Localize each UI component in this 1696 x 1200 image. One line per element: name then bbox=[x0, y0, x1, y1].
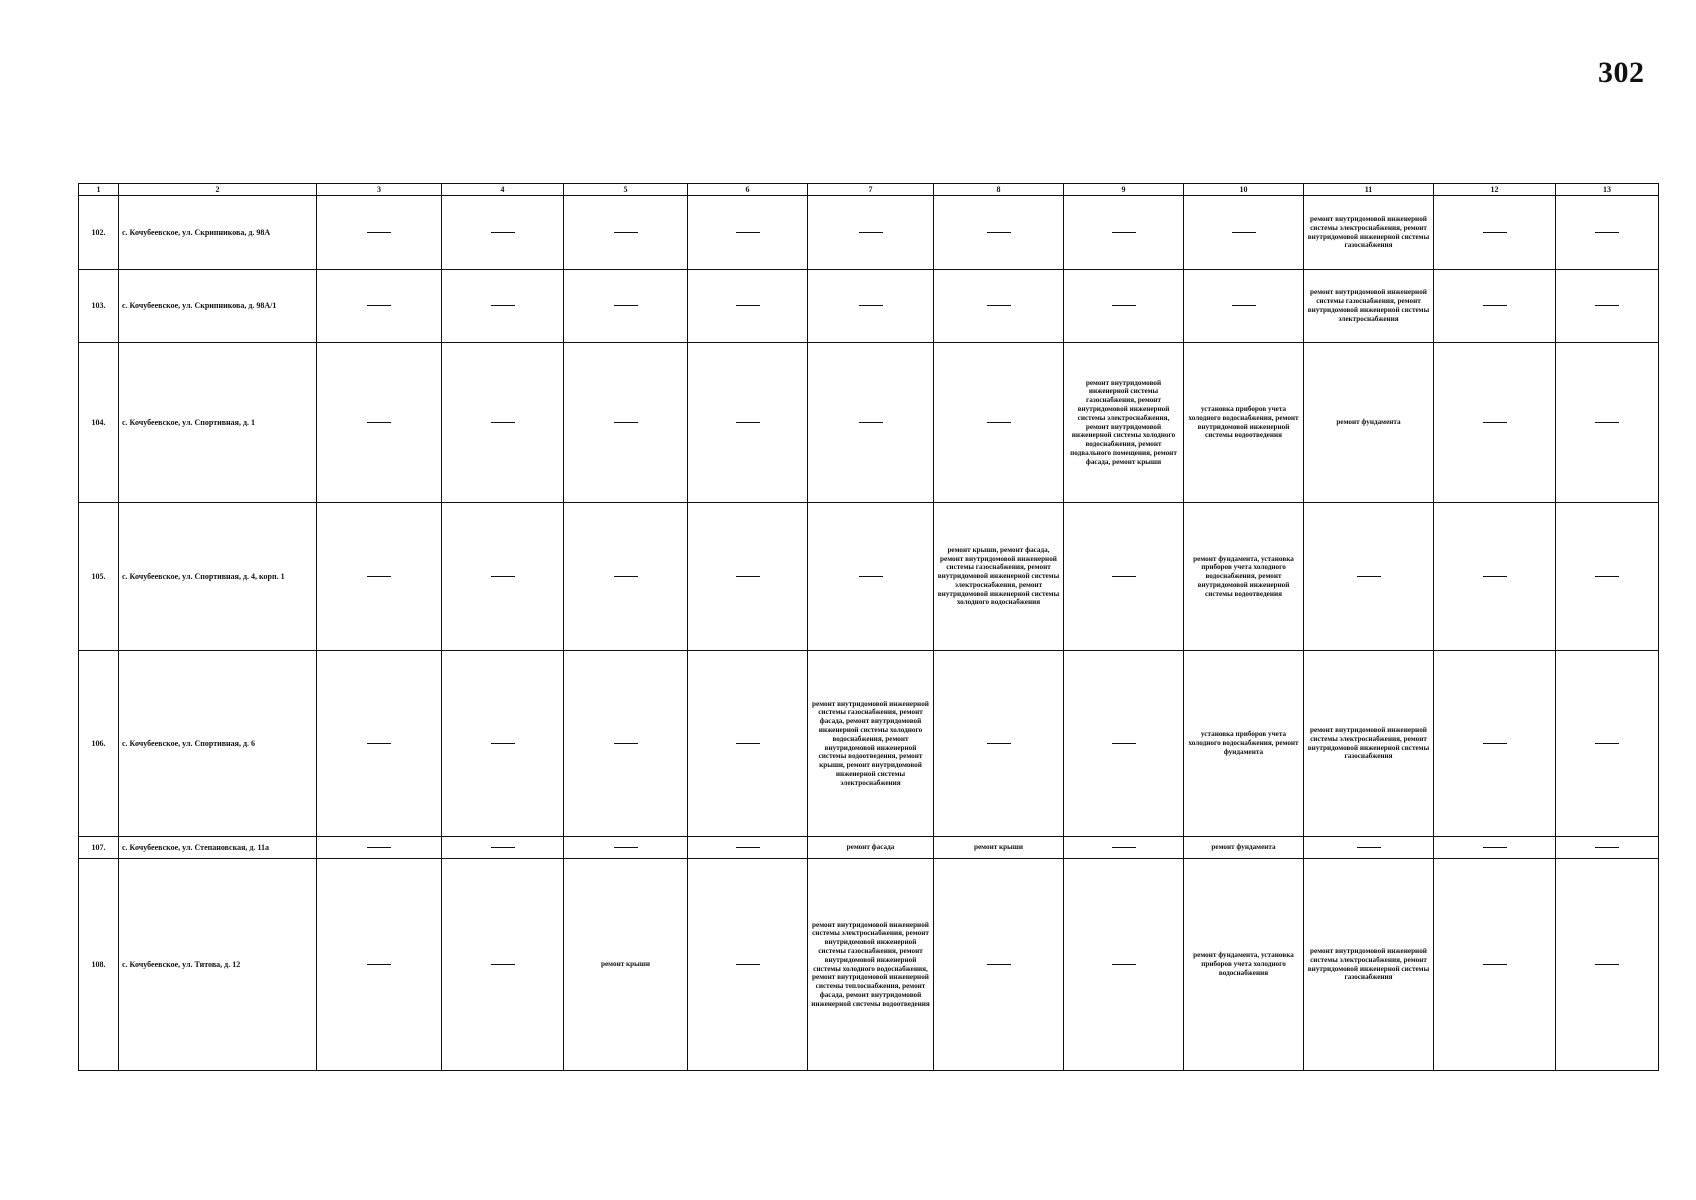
empty-cell bbox=[1556, 837, 1659, 859]
dash-mark bbox=[491, 576, 515, 577]
dash-mark bbox=[1483, 847, 1507, 848]
dash-mark bbox=[736, 743, 760, 744]
empty-cell bbox=[564, 651, 688, 837]
empty-cell bbox=[564, 270, 688, 343]
empty-cell bbox=[1556, 859, 1659, 1071]
work-description-text: ремонт фундамента bbox=[1211, 843, 1276, 852]
column-number-13: 13 bbox=[1556, 184, 1659, 196]
work-description-cell bbox=[1304, 651, 1434, 837]
empty-cell bbox=[808, 270, 934, 343]
dash-mark bbox=[987, 232, 1011, 233]
row-number: 102. bbox=[79, 196, 119, 270]
capital-repair-table bbox=[78, 183, 1659, 1071]
column-number-2: 2 bbox=[119, 184, 317, 196]
dash-mark bbox=[987, 964, 1011, 965]
dash-mark bbox=[859, 232, 883, 233]
empty-cell bbox=[934, 270, 1064, 343]
dash-mark bbox=[491, 743, 515, 744]
empty-cell bbox=[317, 270, 442, 343]
empty-cell bbox=[442, 859, 564, 1071]
row-number: 103. bbox=[79, 270, 119, 343]
dash-mark bbox=[736, 964, 760, 965]
dash-mark bbox=[1112, 576, 1136, 577]
dash-mark bbox=[987, 743, 1011, 744]
table-row bbox=[79, 196, 1659, 270]
empty-cell bbox=[317, 503, 442, 651]
dash-mark bbox=[1483, 232, 1507, 233]
dash-mark bbox=[614, 305, 638, 306]
empty-cell bbox=[1434, 270, 1556, 343]
empty-cell bbox=[564, 837, 688, 859]
address-cell: с. Кочубеевское, ул. Степановская, д. 11а bbox=[119, 837, 317, 859]
dash-mark bbox=[736, 847, 760, 848]
table-row bbox=[79, 343, 1659, 503]
dash-mark bbox=[1483, 743, 1507, 744]
work-description-cell bbox=[564, 859, 688, 1071]
row-number: 106. bbox=[79, 651, 119, 837]
work-description-text: ремонт внутридомовой инженерной системы электроснабжения, ремонт внутридомовой инженерной системы газоснабжения bbox=[1307, 946, 1430, 982]
empty-cell bbox=[564, 343, 688, 503]
dash-mark bbox=[859, 422, 883, 423]
empty-cell bbox=[442, 343, 564, 503]
empty-cell bbox=[934, 343, 1064, 503]
work-description-cell bbox=[808, 837, 934, 859]
dash-mark bbox=[491, 232, 515, 233]
dash-mark bbox=[367, 305, 391, 306]
empty-cell bbox=[1184, 196, 1304, 270]
column-number-11: 11 bbox=[1304, 184, 1434, 196]
empty-cell bbox=[1304, 503, 1434, 651]
empty-cell bbox=[1556, 503, 1659, 651]
work-description-cell bbox=[1184, 837, 1304, 859]
work-description-cell bbox=[1184, 859, 1304, 1071]
empty-cell bbox=[1184, 270, 1304, 343]
dash-mark bbox=[367, 964, 391, 965]
empty-cell bbox=[564, 196, 688, 270]
dash-mark bbox=[614, 847, 638, 848]
dash-mark bbox=[1595, 964, 1619, 965]
table-row bbox=[79, 651, 1659, 837]
empty-cell bbox=[317, 837, 442, 859]
dash-mark bbox=[859, 576, 883, 577]
work-description-cell bbox=[808, 859, 934, 1071]
dash-mark bbox=[614, 576, 638, 577]
dash-mark bbox=[1595, 305, 1619, 306]
empty-cell bbox=[442, 651, 564, 837]
work-description-cell bbox=[1064, 343, 1184, 503]
empty-cell bbox=[1434, 837, 1556, 859]
row-number: 104. bbox=[79, 343, 119, 503]
table-row bbox=[79, 503, 1659, 651]
dash-mark bbox=[736, 576, 760, 577]
dash-mark bbox=[736, 232, 760, 233]
work-description-cell bbox=[934, 837, 1064, 859]
empty-cell bbox=[1434, 343, 1556, 503]
dash-mark bbox=[491, 422, 515, 423]
empty-cell bbox=[1304, 837, 1434, 859]
dash-mark bbox=[1595, 847, 1619, 848]
empty-cell bbox=[442, 503, 564, 651]
dash-mark bbox=[1112, 305, 1136, 306]
work-description-text: ремонт внутридомовой инженерной системы электроснабжения, ремонт внутридомовой инженерной системы газоснабжения bbox=[1307, 214, 1430, 250]
empty-cell bbox=[808, 196, 934, 270]
row-number: 108. bbox=[79, 859, 119, 1071]
column-number-4: 4 bbox=[442, 184, 564, 196]
empty-cell bbox=[1064, 859, 1184, 1071]
empty-cell bbox=[442, 196, 564, 270]
page-number: 302 bbox=[1598, 56, 1645, 89]
work-description-text: ремонт фундамента, установка приборов учета холодного водоснабжения, ремонт внутридомовой инженерной системы водоотведения bbox=[1193, 554, 1294, 598]
dash-mark bbox=[614, 422, 638, 423]
address-cell: с. Кочубеевское, ул. Скрипникова, д. 98А bbox=[119, 196, 317, 270]
dash-mark bbox=[491, 964, 515, 965]
empty-cell bbox=[688, 503, 808, 651]
table-row bbox=[79, 270, 1659, 343]
dash-mark bbox=[1483, 305, 1507, 306]
empty-cell bbox=[317, 343, 442, 503]
dash-mark bbox=[367, 743, 391, 744]
dash-mark bbox=[367, 232, 391, 233]
work-description-text: ремонт внутридомовой инженерной системы электроснабжения, ремонт внутридомовой инженерной системы газоснабжения bbox=[1307, 725, 1430, 761]
empty-cell bbox=[688, 859, 808, 1071]
work-description-text: ремонт внутридомовой инженерной системы электроснабжения, ремонт внутридомовой инженерной системы газоснабжения, ремонт внутридомовой инженерной системы холодного водоснабжения, ремонт внутридомовой инженерной системы теплоснабжения, ремонт фасада, ремонт внутридомовой инженерной системы водоотведения bbox=[811, 920, 930, 1008]
table-row bbox=[79, 837, 1659, 859]
empty-cell bbox=[1064, 837, 1184, 859]
column-number-8: 8 bbox=[934, 184, 1064, 196]
column-number-1: 1 bbox=[79, 184, 119, 196]
work-description-text: ремонт крыши, ремонт фасада, ремонт внутридомовой инженерной системы газоснабжения, ремонт внутридомовой инженерной системы электроснабжения, ремонт внутридомовой инженерной системы холодного водоснабжения bbox=[937, 545, 1060, 607]
empty-cell bbox=[564, 503, 688, 651]
work-description-text: установка приборов учета холодного водоснабжения, ремонт фундамента bbox=[1188, 730, 1299, 756]
empty-cell bbox=[688, 651, 808, 837]
column-number-6: 6 bbox=[688, 184, 808, 196]
dash-mark bbox=[491, 305, 515, 306]
dash-mark bbox=[736, 305, 760, 306]
work-description-cell bbox=[1184, 651, 1304, 837]
column-number-row bbox=[79, 184, 1659, 196]
work-description-text: ремонт фасада bbox=[846, 843, 895, 852]
row-number: 105. bbox=[79, 503, 119, 651]
dash-mark bbox=[1112, 847, 1136, 848]
empty-cell bbox=[1064, 651, 1184, 837]
dash-mark bbox=[367, 576, 391, 577]
empty-cell bbox=[1064, 503, 1184, 651]
column-number-10: 10 bbox=[1184, 184, 1304, 196]
dash-mark bbox=[1483, 422, 1507, 423]
work-description-cell bbox=[934, 503, 1064, 651]
dash-mark bbox=[1112, 964, 1136, 965]
address-cell: с. Кочубеевское, ул. Спортивная, д. 6 bbox=[119, 651, 317, 837]
empty-cell bbox=[688, 837, 808, 859]
empty-cell bbox=[1556, 270, 1659, 343]
work-description-cell bbox=[1304, 859, 1434, 1071]
work-description-text: ремонт фундамента, установка приборов учета холодного водоснабжения bbox=[1193, 951, 1294, 977]
dash-mark bbox=[1595, 576, 1619, 577]
dash-mark bbox=[859, 305, 883, 306]
work-description-cell bbox=[1184, 343, 1304, 503]
empty-cell bbox=[1434, 196, 1556, 270]
work-description-text: установка приборов учета холодного водоснабжения, ремонт внутридомовой инженерной системы водоотведения bbox=[1188, 404, 1299, 440]
dash-mark bbox=[1232, 232, 1256, 233]
column-number-3: 3 bbox=[317, 184, 442, 196]
work-description-cell bbox=[1304, 343, 1434, 503]
empty-cell bbox=[442, 837, 564, 859]
empty-cell bbox=[688, 343, 808, 503]
work-description-text: ремонт внутридомовой инженерной системы газоснабжения, ремонт внутридомовой инженерной системы электроснабжения bbox=[1307, 288, 1430, 323]
dash-mark bbox=[614, 232, 638, 233]
dash-mark bbox=[1595, 743, 1619, 744]
address-cell: с. Кочубеевское, ул. Спортивная, д. 1 bbox=[119, 343, 317, 503]
empty-cell bbox=[808, 343, 934, 503]
empty-cell bbox=[317, 859, 442, 1071]
dash-mark bbox=[491, 847, 515, 848]
work-description-cell bbox=[808, 651, 934, 837]
empty-cell bbox=[1434, 503, 1556, 651]
work-description-text: ремонт крыши bbox=[600, 960, 650, 969]
empty-cell bbox=[1556, 196, 1659, 270]
dash-mark bbox=[1357, 847, 1381, 848]
work-description-cell bbox=[1304, 196, 1434, 270]
dash-mark bbox=[1595, 422, 1619, 423]
dash-mark bbox=[1595, 232, 1619, 233]
dash-mark bbox=[1232, 305, 1256, 306]
empty-cell bbox=[934, 859, 1064, 1071]
work-description-cell bbox=[1184, 503, 1304, 651]
empty-cell bbox=[442, 270, 564, 343]
dash-mark bbox=[1112, 743, 1136, 744]
empty-cell bbox=[688, 196, 808, 270]
dash-mark bbox=[367, 422, 391, 423]
work-description-text: ремонт внутридомовой инженерной системы газоснабжения, ремонт внутридомовой инженерной системы электроснабжения, ремонт внутридомовой инженерной системы холодного водоснабжения, ремонт подвального помещения, ремонт фасада, ремонт крыши bbox=[1070, 378, 1177, 466]
empty-cell bbox=[688, 270, 808, 343]
empty-cell bbox=[1434, 651, 1556, 837]
dash-mark bbox=[1483, 964, 1507, 965]
dash-mark bbox=[1357, 576, 1381, 577]
row-number: 107. bbox=[79, 837, 119, 859]
empty-cell bbox=[808, 503, 934, 651]
empty-cell bbox=[1064, 270, 1184, 343]
column-number-9: 9 bbox=[1064, 184, 1184, 196]
address-cell: с. Кочубеевское, ул. Скрипникова, д. 98А/1 bbox=[119, 270, 317, 343]
column-number-5: 5 bbox=[564, 184, 688, 196]
dash-mark bbox=[987, 422, 1011, 423]
column-number-7: 7 bbox=[808, 184, 934, 196]
work-description-text: ремонт фундамента bbox=[1336, 418, 1401, 427]
empty-cell bbox=[1556, 343, 1659, 503]
table-row bbox=[79, 859, 1659, 1071]
dash-mark bbox=[1112, 232, 1136, 233]
empty-cell bbox=[1064, 196, 1184, 270]
column-number-12: 12 bbox=[1434, 184, 1556, 196]
dash-mark bbox=[367, 847, 391, 848]
dash-mark bbox=[614, 743, 638, 744]
work-description-text: ремонт крыши bbox=[973, 843, 1023, 852]
work-description-text: ремонт внутридомовой инженерной системы газоснабжения, ремонт фасада, ремонт внутридомовой инженерной системы холодного водоснабжения, ремонт внутридомовой инженерной системы водоотведения, ремонт крыши, ремонт внутридомовой инженерной системы электроснабжения bbox=[812, 699, 929, 787]
empty-cell bbox=[317, 651, 442, 837]
empty-cell bbox=[1556, 651, 1659, 837]
dash-mark bbox=[736, 422, 760, 423]
empty-cell bbox=[934, 651, 1064, 837]
empty-cell bbox=[934, 196, 1064, 270]
dash-mark bbox=[987, 305, 1011, 306]
work-description-cell bbox=[1304, 270, 1434, 343]
empty-cell bbox=[317, 196, 442, 270]
empty-cell bbox=[1434, 859, 1556, 1071]
dash-mark bbox=[1483, 576, 1507, 577]
address-cell: с. Кочубеевское, ул. Титова, д. 12 bbox=[119, 859, 317, 1071]
address-cell: с. Кочубеевское, ул. Спортивная, д. 4, корп. 1 bbox=[119, 503, 317, 651]
